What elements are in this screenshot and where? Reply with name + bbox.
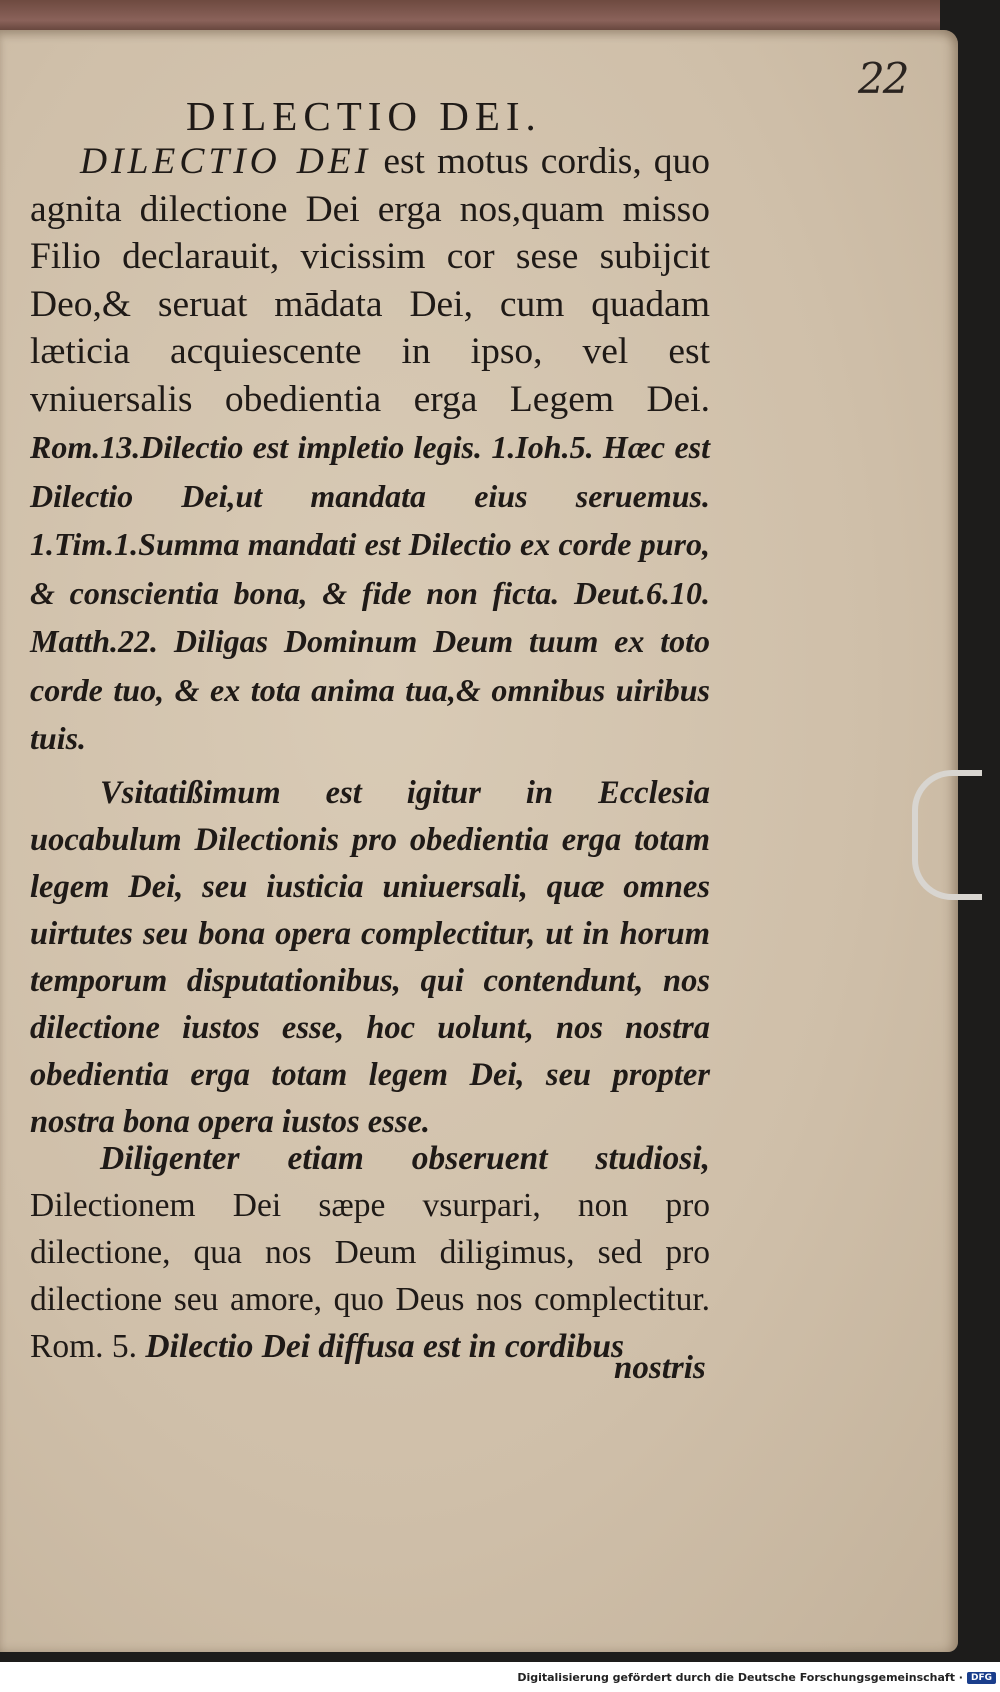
page-heading: DILECTIO DEI. [186, 93, 542, 139]
paragraph-observation [30, 1135, 710, 1370]
footer-credit: Digitalisierung gefördert durch die Deutsche Forschungsgemeinschaft · [517, 1671, 963, 1684]
paragraph-lead: Diligenter etiam obseruent studiosi, [100, 1140, 710, 1177]
catchword: nostris [614, 1350, 706, 1386]
scripture-citation: Dilectio Dei diffusa est in cordibus [145, 1328, 625, 1365]
book-top-edge [0, 0, 940, 34]
paragraph-lead: DILECTIO DEI [80, 141, 372, 182]
paragraph-usage: Vsitatißimum est igitur in Ecclesia uocabulum Dilectionis pro obedientia erga totam legem Dei, seu iusticia uniuersali, quæ omnes uirtutes seu bona opera complectitur, ut in horum temporum disputationibus, qui contendunt, nos dilectione iustos esse, hoc uolunt, nos nostra obedientia erga totam legem Dei, seu propter nostra bona opera iustos esse. [30, 775, 710, 1140]
scripture-citations: Rom.13.Dilectio est impletio legis. 1.Ioh.5. Hæc est Dilectio Dei,ut mandata eius seruemus. 1.Tim.1.Summa mandati est Dilectio ex corde puro, & conscientia bona, & fide non ficta. Deut.6.10. Matth.22. Diligas Dominum Deum tuum ex toto corde tuo, & ex tota anima tua,& omnibus uiribus tuis. [30, 429, 710, 756]
dfg-logo-icon: DFG [967, 1672, 996, 1684]
page-number: 22 [858, 54, 908, 103]
paragraph-definition [30, 138, 710, 763]
paragraph-text: Dilectionem Dei sæpe vsurpari, non pro dilectione, qua nos Deum diligimus, sed pro dilectione seu amore, quo Deus nos complectitur. Rom. 5. [30, 1187, 710, 1365]
page-clip [912, 770, 982, 900]
paragraph-text: est motus cordis, quo agnita dilectione Dei erga nos,quam misso Filio declarauit, vicissim cor sese subijcit Deo,& seruat mādata Dei, cum quadam læticia acquiescente in ipso, vel est vniuersalis obedientia erga Legem Dei. [30, 141, 711, 420]
digitization-footer [517, 1671, 996, 1684]
